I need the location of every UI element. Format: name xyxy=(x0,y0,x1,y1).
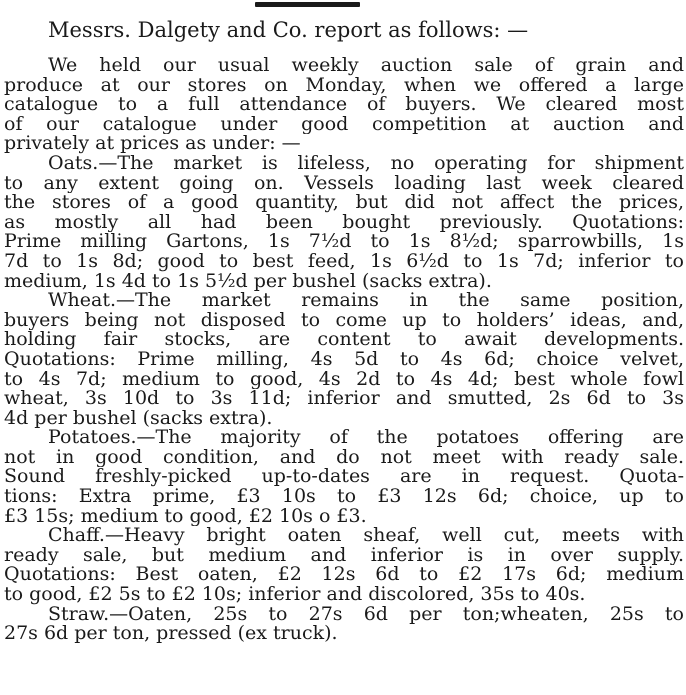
text-line: tions: Extra prime, £3 10s to £3 12s 6d; choice, up to xyxy=(4,487,684,507)
text-line: Chaff.—Heavy bright oaten sheaf, well cut, meets with xyxy=(48,526,684,546)
text-line: Prime milling Gartons, 1s 7½d to 1s 8½d; sparrowbills, 1s xyxy=(4,232,684,252)
text-line: buyers being not disposed to come up to holders’ ideas, and, xyxy=(4,310,684,331)
text-line: to good, £2 5s to £2 10s; inferior and discolored, 35s to 40s. xyxy=(4,585,586,605)
text-line: Quotations: Best oaten, £2 12s 6d to £2 17s 6d; medium xyxy=(4,565,684,586)
text-line: Straw.—Oaten, 25s to 27s 6d per ton;wheaten, 25s to xyxy=(48,604,684,625)
report-heading: Messrs. Dalgety and Co. report as follows: — xyxy=(48,18,529,42)
text-line: Quotations: Prime milling, 4s 5d to 4s 6d; choice velvet, xyxy=(4,349,684,370)
text-line: medium, 1s 4d to 1s 5½d per bushel (sacks extra). xyxy=(4,271,492,292)
text-line: of our catalogue under good competition at auction and xyxy=(4,114,684,135)
text-line: privately at prices as under: — xyxy=(4,134,301,154)
text-line: Sound freshly-picked up-to-dates are in request. Quota- xyxy=(4,467,684,488)
text-line: to any extent going on. Vessels loading last week cleared xyxy=(4,173,684,194)
paragraph-oats xyxy=(4,154,684,291)
paragraph-potatoes xyxy=(4,428,684,526)
text-line: not in good condition, and do not meet with ready sale. xyxy=(4,447,684,468)
paragraph-chaff xyxy=(4,526,684,604)
text-line: produce at our stores on Monday, when we offered a large xyxy=(4,75,684,96)
text-line: Oats.—The market is lifeless, no operating for shipment xyxy=(48,153,684,174)
text-line: We held our usual weekly auction sale of grain and xyxy=(48,56,684,76)
header-rule xyxy=(255,2,360,7)
paragraph-wheat xyxy=(4,291,684,428)
text-line: ready sale, but medium and inferior is in over supply. xyxy=(4,545,684,566)
text-line: 7d to 1s 8d; good to best feed, 1s 6½d to 1s 7d; inferior to xyxy=(4,251,684,272)
text-line: holding fair stocks, are content to await developments. xyxy=(4,330,684,350)
text-line: Wheat.—The market remains in the same position, xyxy=(48,291,684,311)
text-line: £3 15s; medium to good, £2 10s o £3. xyxy=(4,506,367,527)
text-line: to 4s 7d; medium to good, 4s 2d to 4s 4d; best whole fowl xyxy=(4,369,684,390)
report-body xyxy=(4,56,684,644)
text-line: 4d per bushel (sacks extra). xyxy=(4,408,273,429)
paragraph-intro xyxy=(4,56,684,154)
text-line: 27s 6d per ton, pressed (ex truck). xyxy=(4,624,338,644)
text-line: wheat, 3s 10d to 3s 11d; inferior and smutted, 2s 6d to 3s xyxy=(4,389,684,409)
text-line: Potatoes.—The majority of the potatoes offering are xyxy=(48,428,684,448)
paragraph-straw xyxy=(4,605,684,644)
text-line: catalogue to a full attendance of buyers. We cleared most xyxy=(4,95,684,115)
text-line: as mostly all had been bought previously. Quotations: xyxy=(4,212,684,233)
text-line: the stores of a good quantity, but did not affect the prices, xyxy=(4,193,684,213)
